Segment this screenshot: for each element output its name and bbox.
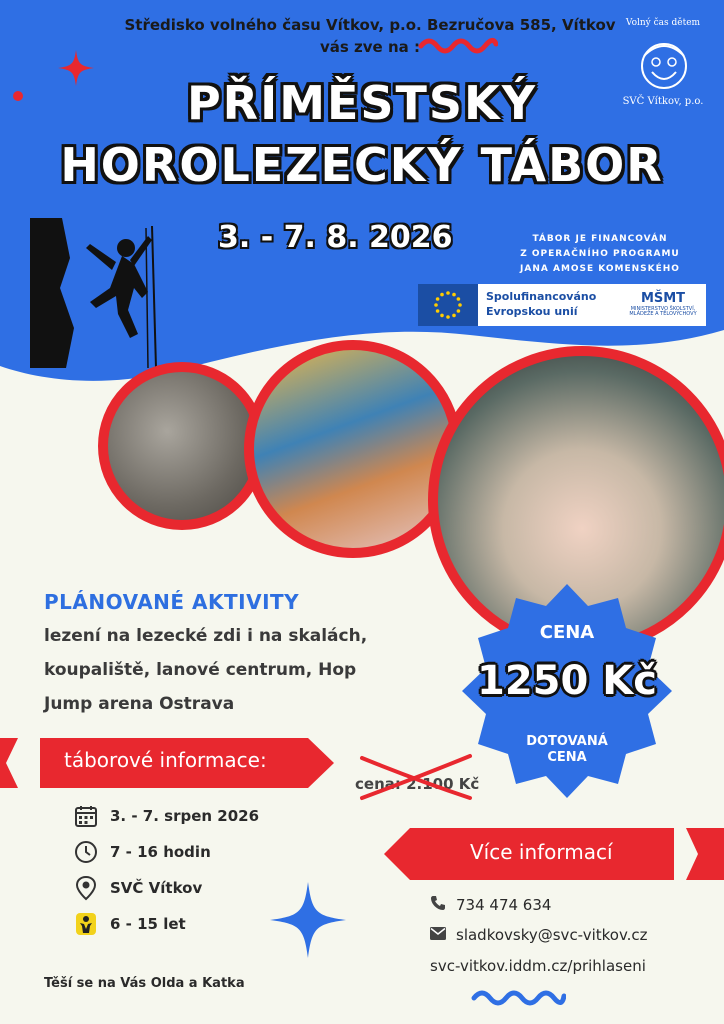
phone-icon <box>430 895 446 915</box>
child-icon <box>72 910 100 938</box>
info-item-hours <box>72 838 211 866</box>
info-item-text: 3. - 7. srpen 2026 <box>110 807 260 825</box>
blue-sparkle-icon <box>268 880 348 960</box>
eu-text-line-1: Spolufinancováno <box>486 290 597 304</box>
logo-bottom-text: SVČ Vítkov, p.o. <box>622 96 704 107</box>
clock-icon <box>72 838 100 866</box>
activities-line-3: Jump arena Ostrava <box>44 694 235 714</box>
ministry-logo <box>628 292 698 317</box>
info-banner-edge <box>0 738 18 788</box>
photo-rock-climbing-group <box>98 362 266 530</box>
activities-line-2: koupaliště, lanové centrum, Hop <box>44 660 357 680</box>
invite-line: vás zve na : <box>320 38 420 56</box>
financing-line-1: TÁBOR JE FINANCOVÁN <box>532 234 668 244</box>
price-note-line-1: DOTOVANÁ <box>526 734 608 749</box>
ministry-abbr: MŠMT <box>640 291 686 307</box>
eu-flag-icon <box>418 284 478 326</box>
price-value: 1250 Kč <box>477 658 657 704</box>
location-pin-icon <box>72 874 100 902</box>
email-address: sladkovsky@svc-vitkov.cz <box>456 925 648 944</box>
phone-number: 734 474 634 <box>456 896 552 914</box>
price-note <box>496 734 638 765</box>
email-icon <box>430 925 446 944</box>
ministry-name: MINISTERSTVO ŠKOLSTVÍ, MLÁDEŽE A TĚLOVÝCHOVY <box>629 305 697 318</box>
strike-cross-icon <box>356 750 476 804</box>
contact-phone[interactable] <box>430 895 551 915</box>
price-label: CENA <box>539 622 595 643</box>
more-info-label: Více informací <box>470 840 613 864</box>
organizer-line: Středisko volného času Vítkov, p.o. Bezručova 585, Vítkov <box>124 16 616 34</box>
info-item-text: SVČ Vítkov <box>110 879 203 897</box>
smiling-face-icon <box>638 34 690 92</box>
camp-dates: 3. - 7. 8. 2026 <box>218 220 453 255</box>
contact-email[interactable] <box>430 925 648 944</box>
activities-line-1: lezení na lezecké zdi i na skalách, <box>44 626 368 646</box>
svc-logo <box>610 14 716 110</box>
info-banner-label: táborové informace: <box>64 748 267 772</box>
title-line-2: HOROLEZECKÝ TÁBOR <box>60 138 664 192</box>
climber-silhouette-icon <box>30 218 160 368</box>
info-item-dates <box>72 802 259 830</box>
logo-top-text: Volný čas dětem <box>625 18 701 28</box>
title-line-1: PŘÍMĚSTSKÝ <box>186 76 538 130</box>
price-note-line-2: CENA <box>547 749 587 765</box>
eu-text-line-2: Evropskou unií <box>486 305 578 318</box>
info-item-text: 7 - 16 hodin <box>110 843 211 861</box>
info-item-text: 6 - 15 let <box>110 915 186 933</box>
more-info-banner-edge <box>686 828 724 880</box>
registration-link[interactable]: svc-vitkov.iddm.cz/prihlaseni <box>430 957 646 975</box>
eu-funding-logo <box>418 284 706 326</box>
old-price: cena: 2.100 Kč <box>355 775 480 793</box>
financing-line-3: JANA AMOSE KOMENSKÉHO <box>520 264 680 274</box>
info-item-place <box>72 874 202 902</box>
calendar-icon <box>72 802 100 830</box>
activities-title: PLÁNOVANÉ AKTIVITY <box>44 590 300 614</box>
blue-squiggle-icon <box>470 986 566 1008</box>
info-item-age <box>72 910 186 938</box>
financing-line-2: Z OPERAČNÍHO PROGRAMU <box>520 249 680 259</box>
closing-note: Těší se na Vás Olda a Katka <box>44 976 245 991</box>
